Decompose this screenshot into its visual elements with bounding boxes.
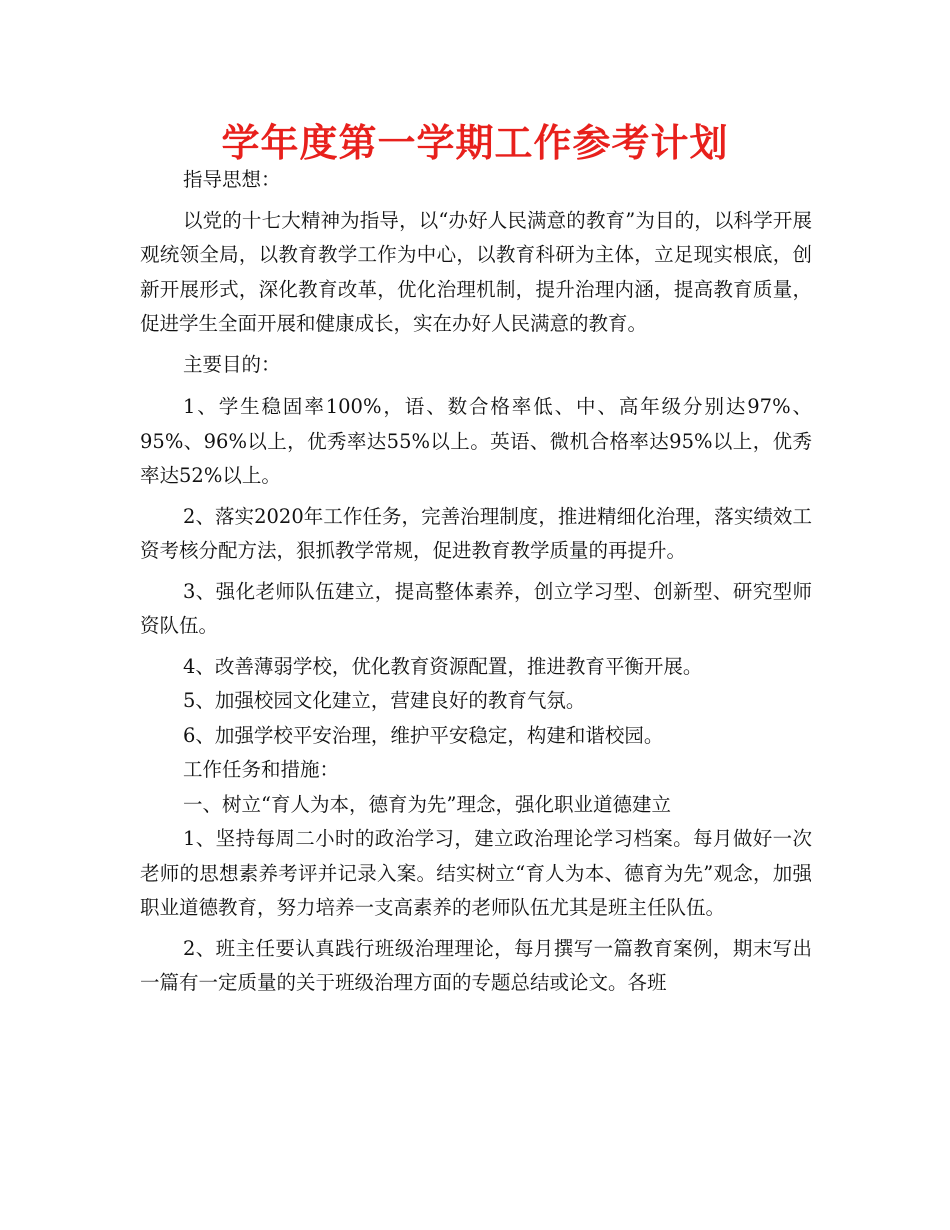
paragraph-section-1-heading: 一、树立“育人为本，德育为先”理念，强化职业道德建立 [183,792,671,816]
paragraph-goal-2: 2、落实2020年工作任务，完善治理制度，推进精细化治理，落实绩效工资考核分配方法，狠抓教学常规，促进教育教学质量的再提升。 [140,504,812,562]
paragraph-task-1: 1、坚持每周二小时的政治学习，建立政治理论学习档案。每月做好一次老师的思想素养考评并记录入案。结实树立“育人为本、德育为先”观念，加强职业道德教育，努力培养一支高素养的老师队伍尤其是班主任队伍。 [140,827,812,919]
paragraph-goal-6: 6、加强学校平安治理，维护平安稳定，构建和谐校园。 [183,723,664,747]
paragraph-guiding-heading: 指导思想： [183,168,281,191]
paragraph-guiding-text: 以党的十七大精神为指导，以“办好人民满意的教育”为目的，以科学开展观统领全局，以教育教学工作为中心，以教育科研为主体，立足现实根底，创新开展形式，深化教育改革，优化治理机制，提升治理内涵，提高教育质量，促进学生全面开展和健康成长，实在办好人民满意的教育。 [140,208,812,335]
paragraph-goal-3: 3、强化老师队伍建立，提高整体素养，创立学习型、创新型、研究型师资队伍。 [140,579,812,637]
paragraph-tasks-heading: 工作任务和措施： [183,758,340,781]
paragraph-task-2: 2、班主任要认真践行班级治理理论，每月撰写一篇教育案例，期末写出一篇有一定质量的关于班级治理方面的专题总结或论文。各班 [140,936,812,994]
document-title: 学年度第一学期工作参考计划 [221,121,729,165]
document-body [140,163,812,1001]
paragraph-goals-heading: 主要目的： [183,352,281,376]
paragraph-goal-4: 4、改善薄弱学校，优化教育资源配置，推进教育平衡开展。 [183,654,703,678]
paragraph-goal-1: 1、学生稳固率100%，语、数合格率低、中、高年级分别达97%、95%、96%以上，优秀率达55%以上。英语、微机合格率达95%以上，优秀率达52%以上。 [140,395,812,487]
paragraph-goal-5: 5、加强校园文化建立，营建良好的教育气氛。 [183,689,586,712]
